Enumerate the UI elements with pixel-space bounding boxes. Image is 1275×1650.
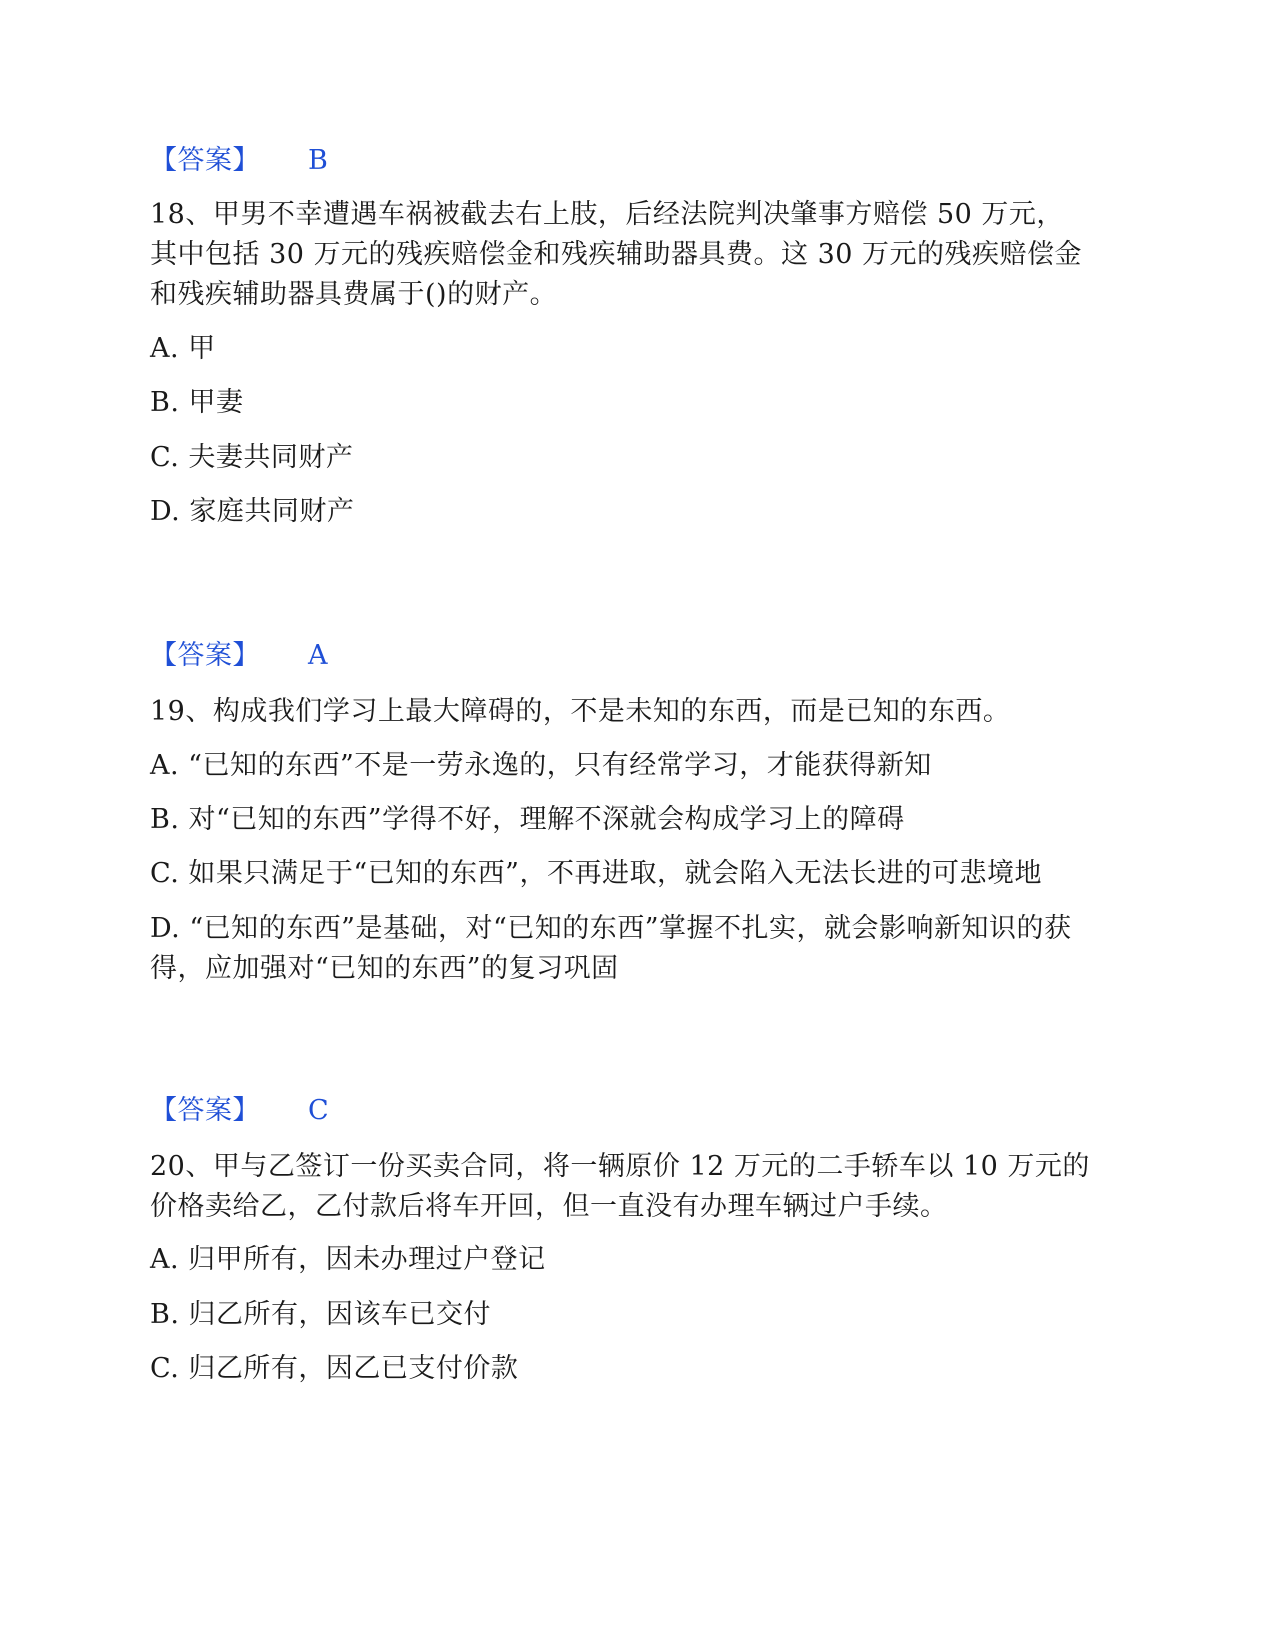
question-20-line-1: 20、甲与乙签订一份买卖合同，将一辆原价 12 万元的二手轿车以 10 万元的 — [150, 1151, 1090, 1182]
option-b: B. 对“已知的东西”学得不好，理解不深就会构成学习上的障碍 — [150, 804, 905, 835]
option-d: D. “已知的东西”是基础，对“已知的东西”掌握不扎实，就会影响新知识的获 — [150, 913, 1072, 944]
option-a: A. 甲 — [150, 333, 216, 364]
option-a: A. “已知的东西”不是一劳永逸的，只有经常学习，才能获得新知 — [150, 750, 932, 781]
question-18-line-3: 和残疾辅助器具费属于()的财产。 — [150, 279, 558, 310]
question-18-line-1: 18、甲男不幸遭遇车祸被截去右上肢，后经法院判决肇事方赔偿 50 万元， — [150, 199, 1064, 230]
answer-value: A — [308, 640, 328, 671]
question-20-line-2: 价格卖给乙，乙付款后将车开回，但一直没有办理车辆过户手续。 — [150, 1191, 948, 1222]
option-b: B. 甲妻 — [150, 387, 244, 418]
question-19-line-1: 19、构成我们学习上最大障碍的，不是未知的东西，而是已知的东西。 — [150, 696, 1011, 727]
option-a: A. 归甲所有，因未办理过户登记 — [150, 1244, 546, 1275]
answer-value: B — [308, 145, 328, 176]
option-c: C. 夫妻共同财产 — [150, 442, 354, 473]
option-b: B. 归乙所有，因该车已交付 — [150, 1299, 492, 1330]
option-c: C. 归乙所有，因乙已支付价款 — [150, 1353, 519, 1384]
option-d: D. 家庭共同财产 — [150, 496, 355, 527]
option-d-continued: 得，应加强对“已知的东西”的复习巩固 — [150, 953, 619, 984]
answer-value: C — [308, 1095, 329, 1126]
answer-label: 【答案】 — [150, 640, 260, 671]
question-18-line-2: 其中包括 30 万元的残疾赔偿金和残疾辅助器具费。这 30 万元的残疾赔偿金 — [150, 239, 1083, 270]
answer-label: 【答案】 — [150, 1095, 260, 1126]
answer-label: 【答案】 — [150, 145, 260, 176]
option-c: C. 如果只满足于“已知的东西”，不再进取，就会陷入无法长进的可悲境地 — [150, 858, 1042, 889]
